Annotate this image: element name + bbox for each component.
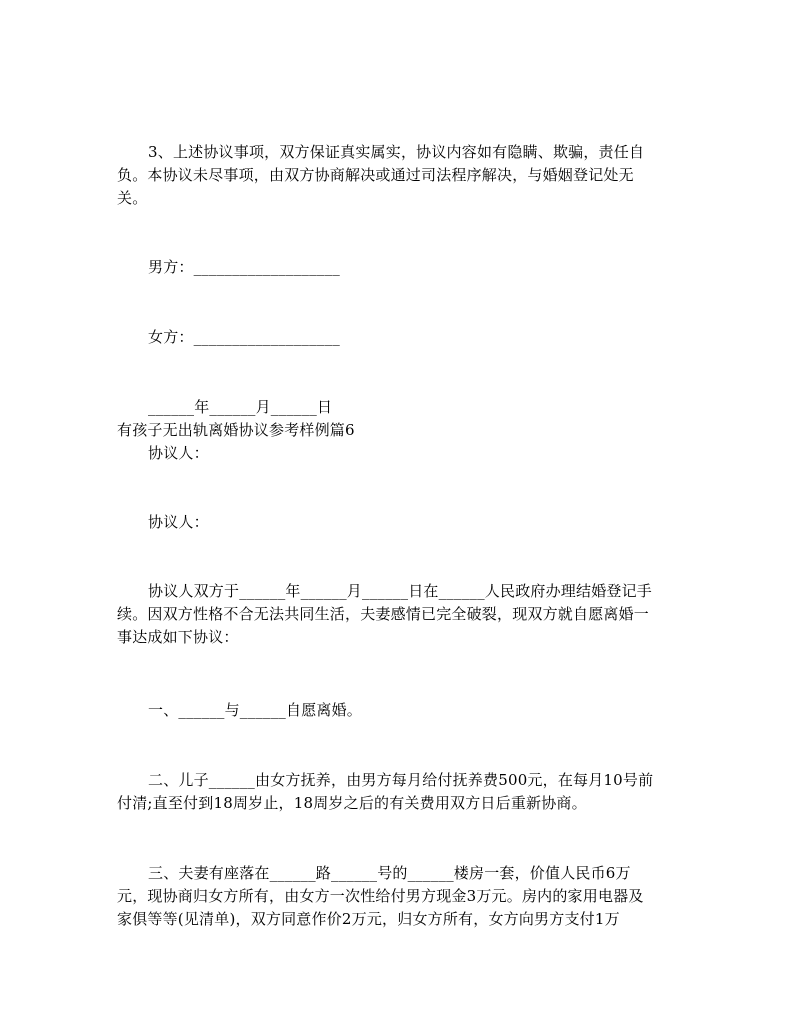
party-2: 协议人：: [148, 513, 209, 531]
article-3-line-1: 三、夫妻有座落在______路______号的______楼房一套，价值人民币6万: [148, 864, 631, 882]
intro-line-1: 协议人双方于______年______月______日在______人民政府办理结婚登记手: [148, 582, 653, 600]
article-2-line-1: 二、儿子______由女方抚养，由男方每月给付抚养费500元，在每月10号前: [148, 771, 654, 789]
section-heading: 有孩子无出轨离婚协议参考样例篇6: [117, 421, 355, 439]
clause-3-line-2: 负。本协议未尽事项，由双方协商解决或通过司法程序解决，与婚姻登记处无: [117, 166, 634, 184]
clause-3-line-3: 关。: [117, 189, 148, 207]
signature-female: 女方：___________________: [148, 328, 340, 346]
date-line: ______年______月______日: [148, 398, 333, 416]
signature-male: 男方：___________________: [148, 258, 340, 276]
article-1: 一、______与______自愿离婚。: [148, 701, 363, 719]
article-3-line-2: 元，现协商归女方所有，由女方一次性给付男方现金3万元。房内的家用电器及: [117, 887, 644, 905]
intro-line-2: 续。因双方性格不合无法共同生活，夫妻感情已完全破裂，现双方就自愿离婚一: [117, 605, 650, 623]
clause-3-line-1: 3、上述协议事项，双方保证真实属实，协议内容如有隐瞒、欺骗，责任自: [148, 143, 645, 161]
intro-line-3: 事达成如下协议：: [117, 628, 239, 646]
party-1: 协议人：: [148, 444, 209, 462]
article-2-line-2: 付清;直至付到18周岁止，18周岁之后的有关费用双方日后重新协商。: [117, 794, 587, 812]
article-3-line-3: 家俱等等(见清单)，双方同意作价2万元，归女方所有，女方向男方支付1万: [117, 910, 620, 928]
